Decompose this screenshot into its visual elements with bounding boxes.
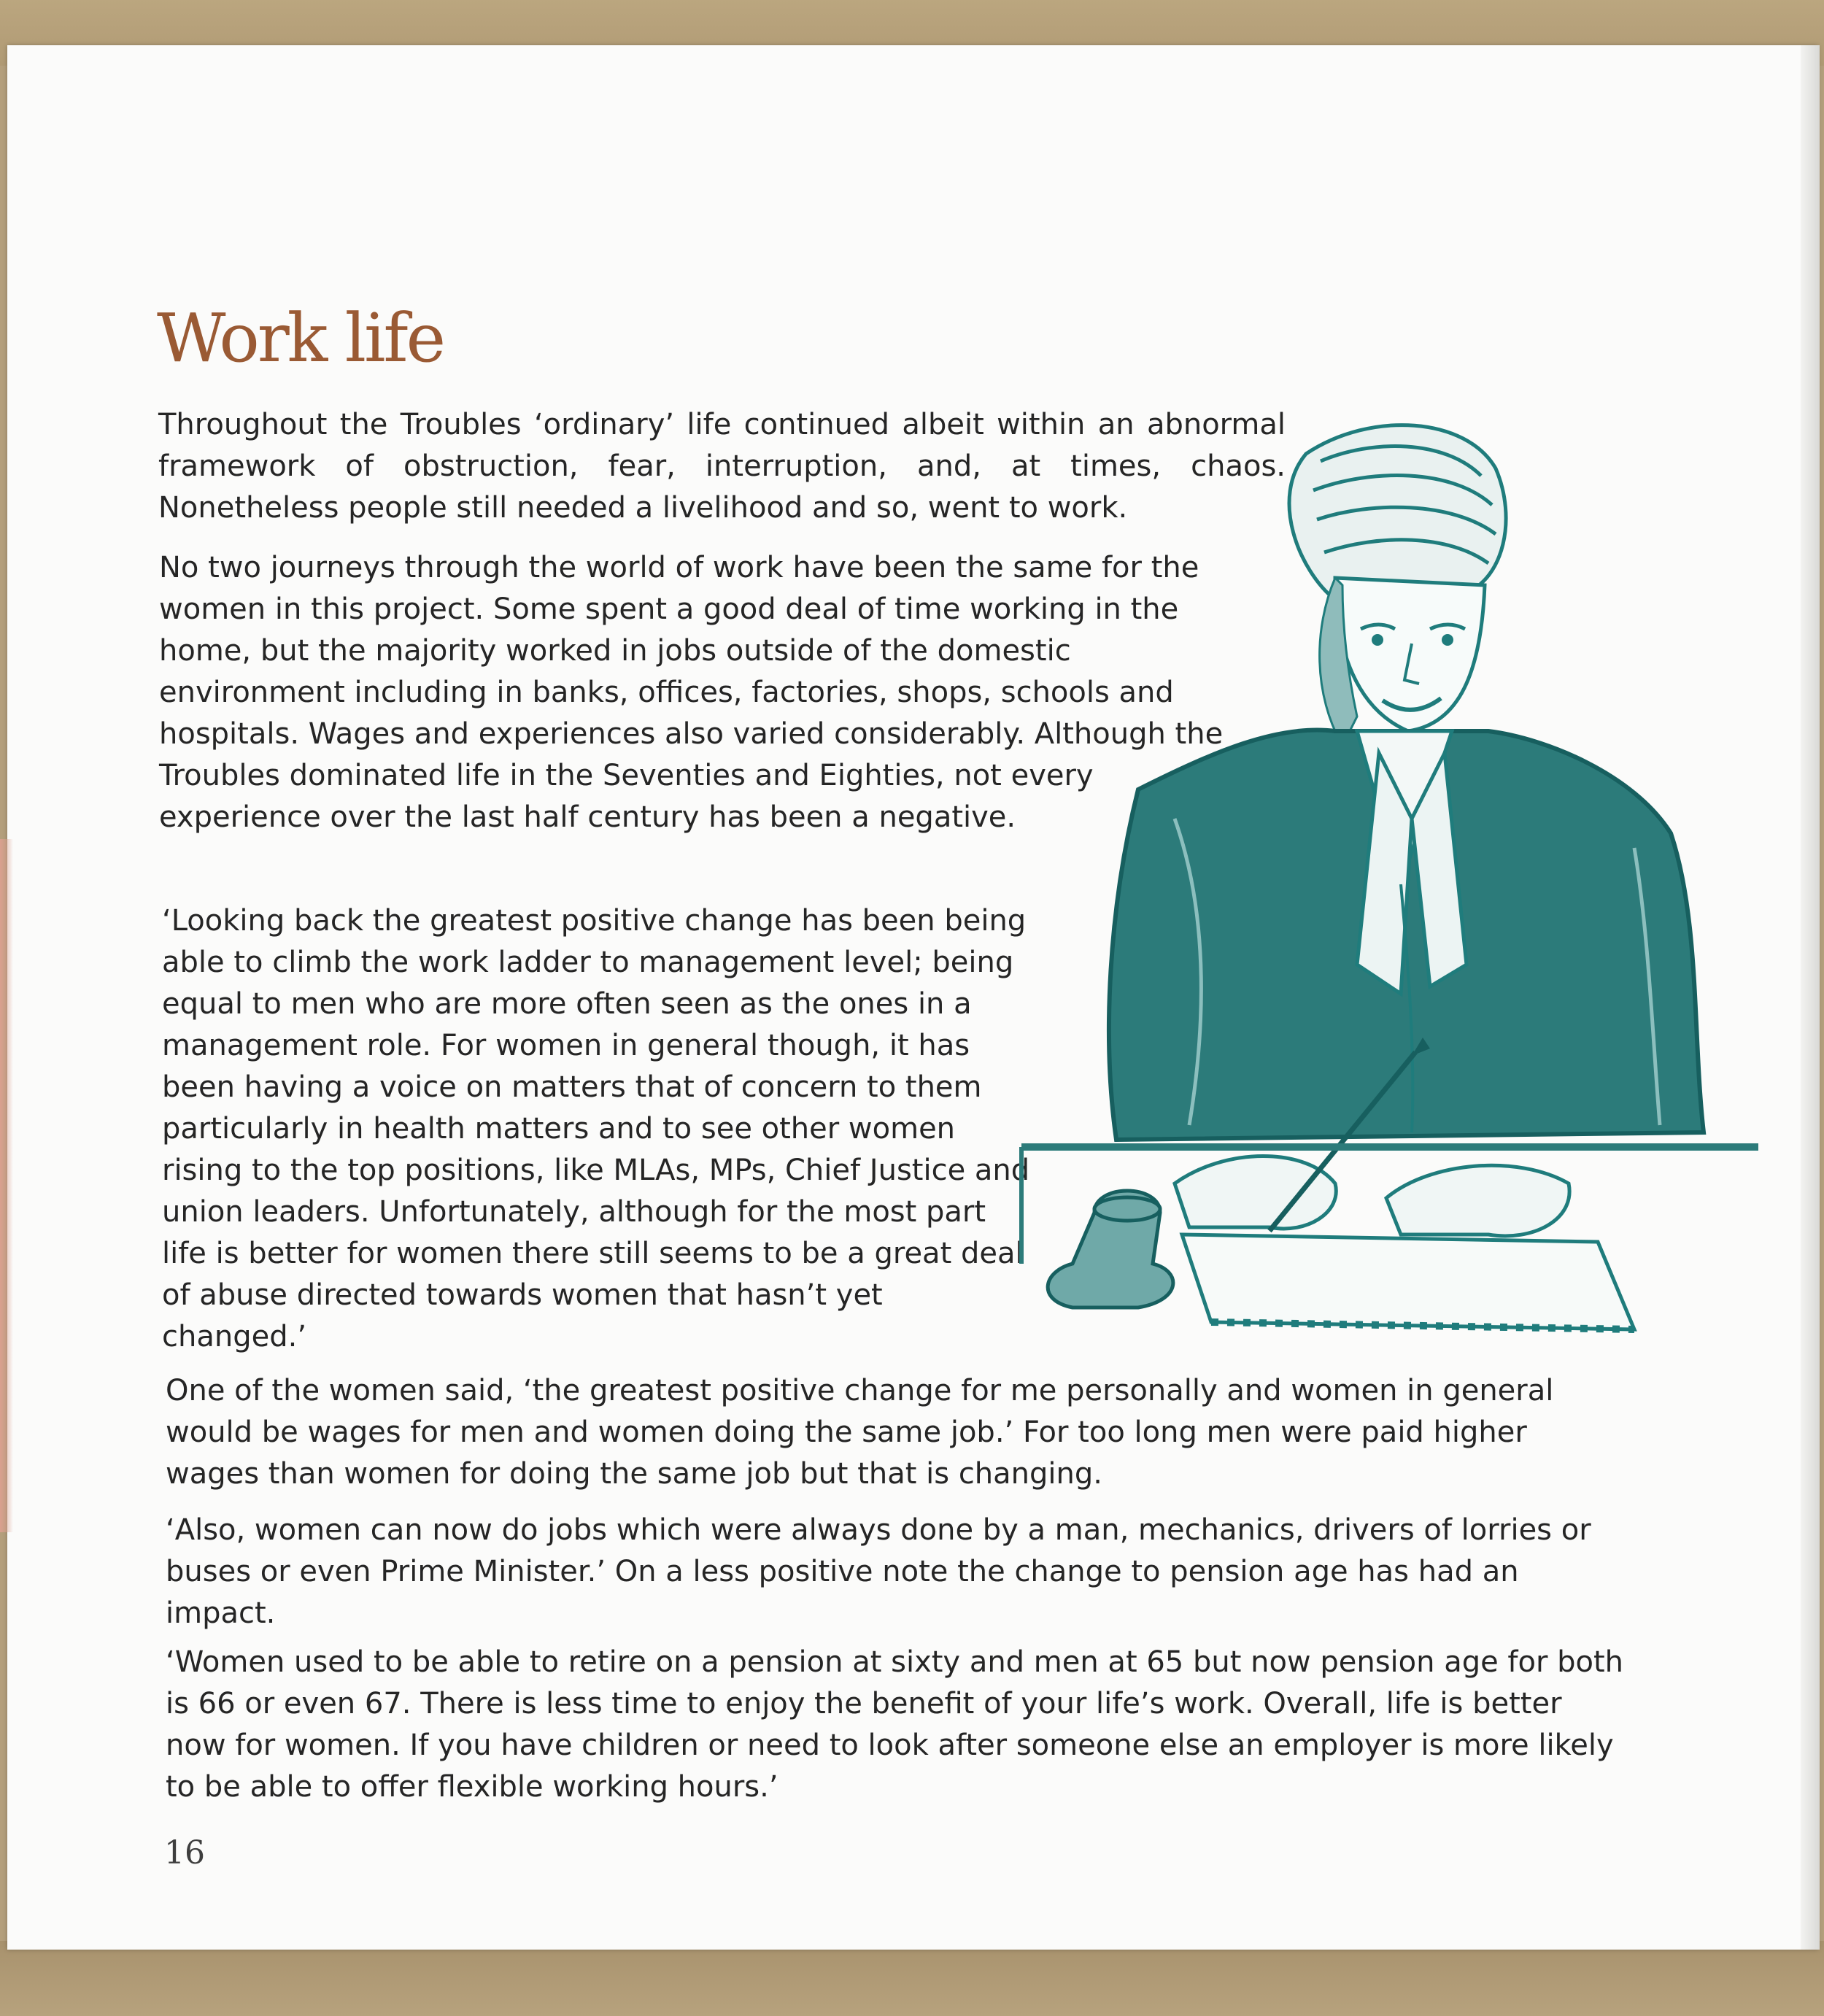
judge-hands	[1175, 1156, 1569, 1236]
inkwell-icon	[1048, 1191, 1173, 1308]
paragraph-journeys: No two journeys through the world of work have been the same for the women in this project. Some spent a good deal of time working in the home, but the majority worked in jobs outside of the domestic environment including in banks, offices, factories, shops, schools and hospitals. Wages and experiences also varied considerably. Although the Troubles dominated life in the Seventies and Eighties, not every experience over the last half century has been a negative.	[159, 551, 1224, 834]
cardboard-background-bottom	[0, 1941, 1824, 2016]
booklet-page	[7, 45, 1818, 1950]
finger-edge	[0, 839, 13, 1532]
judge-wig	[1289, 425, 1506, 600]
judge-illustration	[992, 410, 1758, 1359]
paragraph-retirement: ‘Women used to be able to retire on a pension at sixty and men at 65 but now pension age for both is 66 or even 67. There is less time to enjoy the benefit of your life’s work. Overall, life is better now for women. If you have children or need to look after someone else an employer is more likely to be able to offer flexible working hours.’	[166, 1645, 1624, 1804]
page-title: Work life	[157, 299, 444, 377]
paragraph-quote-management: ‘Looking back the greatest positive change has been being able to climb the work ladder to management level; being equal to men who are more often seen as the ones in a management role. For women in general though, it has been having a voice on matters that of concern to them particularly in health matters and to see other women rising to the top positions, like MLAs, MPs, Chief Justice and union leaders. Unfortunately, although for the most part life is better for women there still seems to be a great deal of abuse directed towards women that hasn’t yet changed.’	[162, 904, 1030, 1353]
notebook	[1182, 1235, 1634, 1329]
judge-face	[1320, 578, 1485, 746]
paragraph-jobs-pension: ‘Also, women can now do jobs which were always done by a man, mechanics, drivers of lorries or buses or even Prime Minister.’ On a less positive note the change to pension age has had an impact.	[166, 1513, 1591, 1630]
judge-robe	[1109, 730, 1704, 1140]
paragraph-intro: Throughout the Troubles ‘ordinary’ life continued albeit within an abnormal framework of obstruction, fear, interruption, and, at times, chaos. Nonetheless people still needed a livelihood and so, went to work.	[158, 408, 1286, 525]
paragraph-equal-wages: One of the women said, ‘the greatest positive change for me personally and women in general would be wages for men and women doing the same job.’ For too long men were paid higher wages than women for doing the same job but that is changing.	[166, 1374, 1554, 1491]
page-edge-shadow	[1801, 45, 1820, 1950]
page-number: 16	[164, 1834, 205, 1872]
